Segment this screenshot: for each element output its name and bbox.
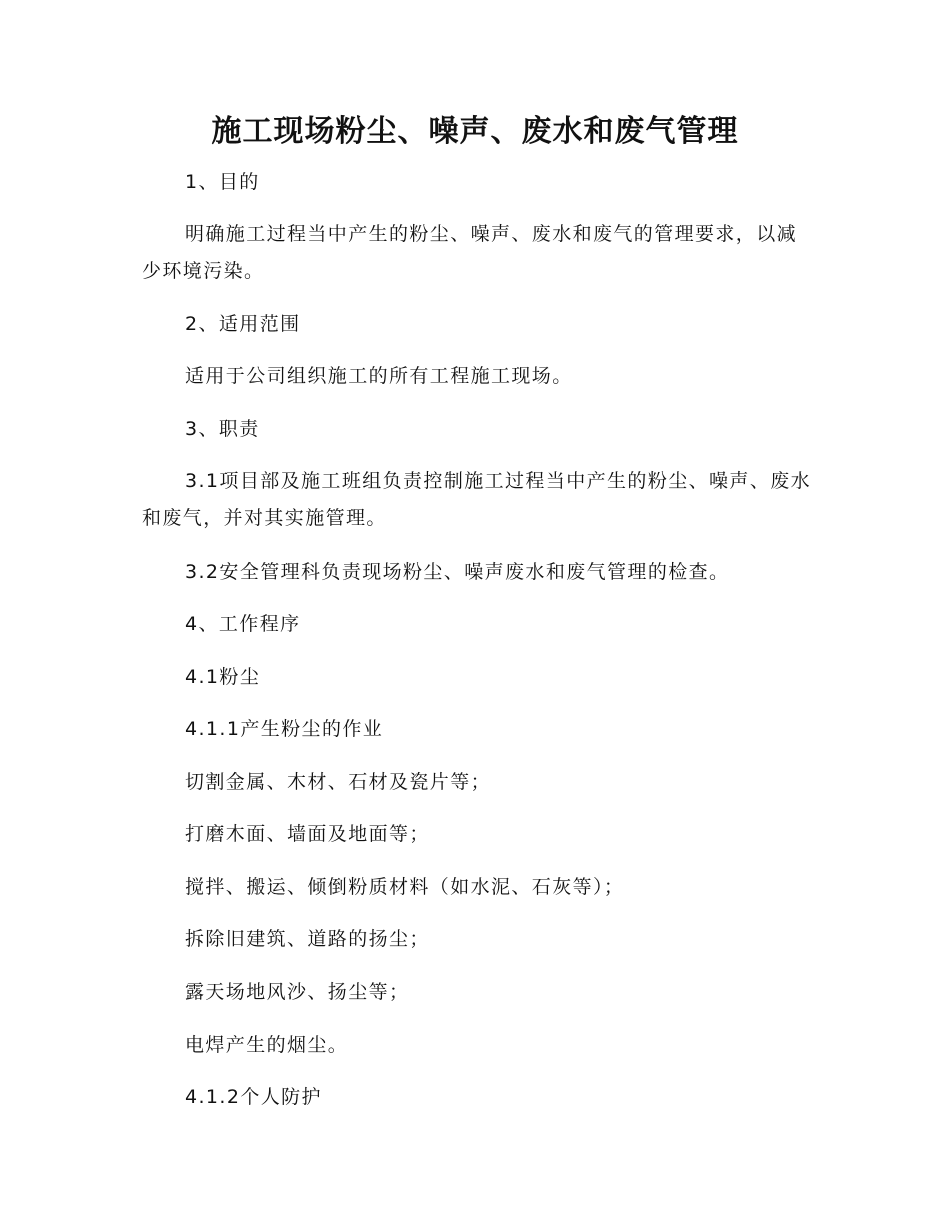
list-item-mixing: 搅拌、搬运、倾倒粉质材料（如水泥、石灰等）； [185,876,625,898]
paragraph-procedure-heading: 4、工作程序 [185,613,301,635]
list-item-open-site: 露天场地风沙、扬尘等； [185,981,410,1003]
paragraph-scope-heading: 2、适用范围 [185,313,301,335]
list-item-demolition: 拆除旧建筑、道路的扬尘； [185,928,430,950]
paragraph-personal-protection-heading: 4.1.2个人防护 [185,1086,322,1108]
paragraph-dust-operations-heading: 4.1.1产生粉尘的作业 [185,718,384,740]
paragraph-dust-heading: 4.1粉尘 [185,666,261,688]
document-title: 施工现场粉尘、噪声、废水和废气管理 [211,114,739,149]
paragraph-responsibility-heading: 3、职责 [185,418,260,440]
list-item-cutting: 切割金属、木材、石材及瓷片等； [185,771,492,793]
paragraph-responsibility-3-1: 3.1项目部及施工班组负责控制施工过程当中产生的粉尘、噪声、废水和废气，并对其实施管理。 [142,470,812,529]
paragraph-purpose-text: 明确施工过程当中产生的粉尘、噪声、废水和废气的管理要求，以减少环境污染。 [142,223,798,282]
paragraph-scope-text: 适用于公司组织施工的所有工程施工现场。 [185,365,573,387]
list-item-grinding: 打磨木面、墙面及地面等； [185,823,430,845]
paragraph-purpose-heading: 1、目的 [185,171,260,193]
paragraph-responsibility-3-2: 3.2安全管理科负责现场粉尘、噪声废水和废气管理的检查。 [185,561,730,583]
list-item-welding: 电焊产生的烟尘。 [185,1034,349,1056]
